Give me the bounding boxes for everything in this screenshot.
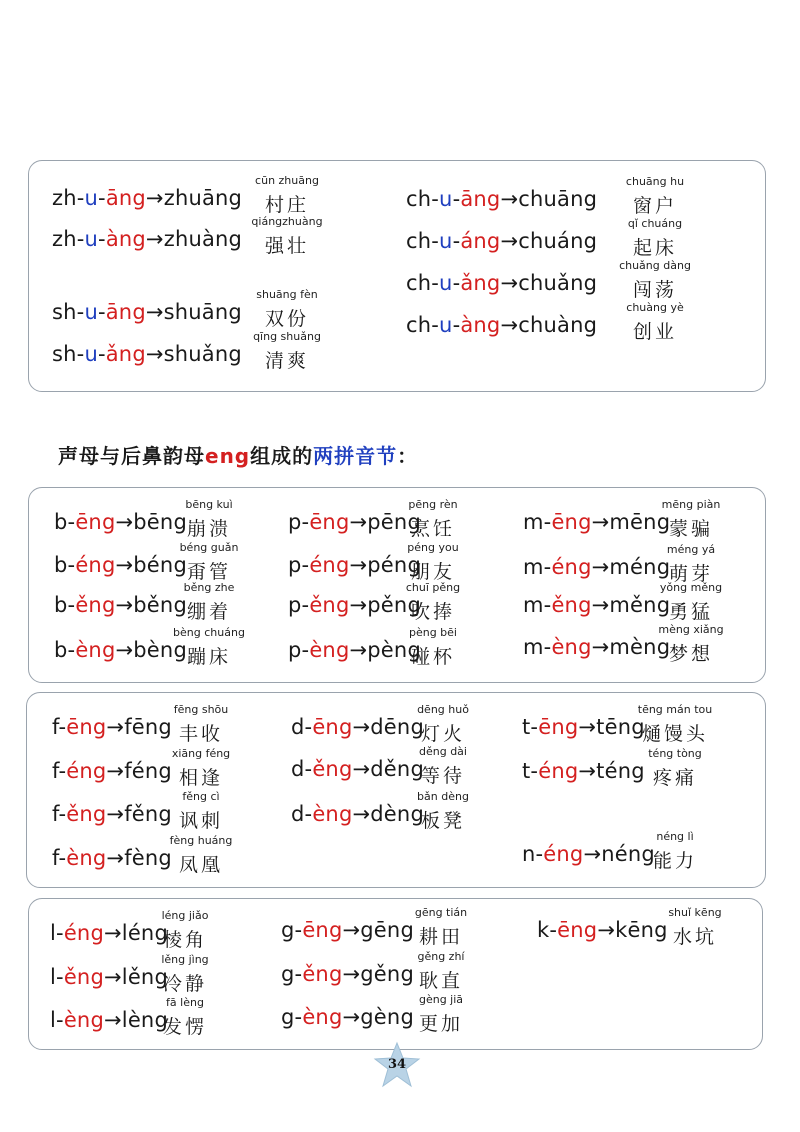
word-hanzi: 讽刺 — [178, 810, 223, 832]
formula-segment: →gěng — [342, 962, 414, 986]
word-pinyin: béng guǎn — [179, 541, 239, 554]
formula-segment: - — [452, 313, 461, 337]
final-segment: àng — [105, 227, 146, 251]
final-segment: ēng — [302, 918, 343, 942]
word-pinyin: néng lì — [656, 830, 694, 843]
title-blue: 两拼音节 — [313, 444, 398, 468]
final-segment: èng — [551, 635, 592, 659]
pinyin-formula — [52, 342, 242, 366]
final-segment: ěng — [75, 593, 116, 617]
formula-segment: - — [452, 187, 461, 211]
word-hanzi: 萌芽 — [668, 563, 713, 585]
final-segment: èng — [63, 1008, 104, 1032]
medial-segment: u — [84, 342, 98, 366]
formula-segment: m- — [523, 593, 552, 617]
word-pinyin: bēng kuì — [185, 498, 233, 511]
pinyin-formula — [523, 510, 670, 534]
formula-segment: b- — [54, 510, 76, 534]
word-hanzi: 疼痛 — [652, 767, 697, 789]
formula-segment: →bèng — [115, 638, 187, 662]
word-hanzi: 更加 — [418, 1013, 463, 1035]
formula-segment: f- — [52, 715, 67, 739]
pinyin-formula — [54, 553, 187, 577]
formula-segment: b- — [54, 593, 76, 617]
word-hanzi: 熥馒头 — [641, 723, 708, 745]
final-segment: éng — [309, 553, 350, 577]
word-hanzi: 发愣 — [162, 1016, 207, 1038]
word-pinyin: tēng mán tou — [637, 703, 713, 716]
word-hanzi: 能力 — [652, 850, 697, 872]
final-segment: éng — [63, 921, 104, 945]
word-pinyin: chuī pěng — [405, 581, 461, 594]
formula-segment: →chuáng — [500, 229, 598, 253]
pinyin-formula — [523, 593, 670, 617]
formula-segment: →béng — [115, 553, 187, 577]
final-segment: ǎng — [460, 271, 501, 295]
pinyin-formula — [52, 715, 172, 739]
pinyin-formula — [406, 313, 597, 337]
formula-segment: t- — [522, 759, 539, 783]
word-pinyin: qiángzhuàng — [251, 215, 323, 228]
final-segment: èng — [312, 802, 353, 826]
word-hanzi: 蒙骗 — [668, 518, 713, 540]
word-hanzi: 冷静 — [162, 973, 207, 995]
word-hanzi: 强壮 — [264, 235, 309, 257]
final-segment: ěng — [302, 962, 343, 986]
pinyin-formula — [52, 227, 242, 251]
word-hanzi: 耕田 — [418, 926, 463, 948]
formula-segment: sh- — [52, 342, 85, 366]
formula-segment: m- — [523, 555, 552, 579]
word-hanzi: 棱角 — [162, 929, 207, 951]
final-segment: èng — [66, 846, 107, 870]
word-hanzi: 丰收 — [178, 723, 223, 745]
word-pinyin: shuāng fèn — [256, 288, 318, 301]
word-pinyin: gěng zhí — [417, 950, 465, 963]
formula-segment: b- — [54, 638, 76, 662]
word-hanzi: 烹饪 — [410, 518, 455, 540]
formula-segment: →chuāng — [500, 187, 598, 211]
word-hanzi: 勇猛 — [668, 601, 713, 623]
final-segment: āng — [460, 187, 501, 211]
formula-segment: - — [452, 271, 461, 295]
formula-segment: →fèng — [106, 846, 172, 870]
word-pinyin: fēng shōu — [173, 703, 229, 716]
word-hanzi: 双份 — [264, 308, 309, 330]
formula-segment: zh- — [52, 227, 85, 251]
word-hanzi: 朋友 — [410, 561, 455, 583]
formula-segment: p- — [288, 593, 310, 617]
formula-segment: p- — [288, 553, 310, 577]
formula-segment: →mēng — [591, 510, 671, 534]
medial-segment: u — [84, 186, 99, 210]
formula-segment: f- — [52, 802, 67, 826]
word-pinyin: bèng chuáng — [173, 626, 245, 639]
page-number-badge — [372, 1040, 422, 1090]
final-segment: ēng — [75, 510, 116, 534]
formula-segment: d- — [291, 802, 313, 826]
formula-segment: →péng — [349, 553, 421, 577]
word-pinyin: dēng huǒ — [417, 703, 469, 716]
word-pinyin: pèng bēi — [408, 626, 457, 639]
word-hanzi: 碰杯 — [410, 646, 455, 668]
word-pinyin: fèng huáng — [169, 834, 233, 847]
formula-segment: t- — [522, 715, 539, 739]
formula-segment: →pēng — [349, 510, 421, 534]
word-pinyin: pēng rèn — [408, 498, 458, 511]
word-hanzi: 起床 — [632, 237, 677, 259]
word-hanzi: 板凳 — [420, 810, 465, 832]
word-pinyin: děng dài — [419, 745, 467, 758]
word-pinyin: yǒng měng — [659, 581, 723, 594]
word-pinyin: běng zhe — [183, 581, 235, 594]
word-pinyin: léng jiǎo — [161, 909, 209, 922]
final-segment: ēng — [551, 510, 592, 534]
formula-segment: →tēng — [578, 715, 645, 739]
pinyin-formula — [52, 186, 242, 210]
formula-segment: d- — [291, 757, 313, 781]
formula-segment: m- — [523, 510, 552, 534]
final-segment: éng — [538, 759, 579, 783]
final-segment: èng — [302, 1005, 343, 1029]
final-segment: ēng — [66, 715, 107, 739]
pinyin-formula — [406, 271, 597, 295]
final-segment: ěng — [312, 757, 353, 781]
formula-segment: g- — [281, 918, 303, 942]
word-hanzi: 闯荡 — [632, 279, 677, 301]
word-hanzi: 吹捧 — [410, 601, 455, 623]
word-hanzi: 蹦床 — [186, 646, 231, 668]
formula-segment: m- — [523, 635, 552, 659]
word-pinyin: gèng jiā — [418, 993, 464, 1006]
pinyin-formula — [406, 187, 597, 211]
final-segment: àng — [460, 313, 501, 337]
word-hanzi: 清爽 — [264, 350, 309, 372]
formula-segment: →běng — [115, 593, 187, 617]
pinyin-formula — [523, 555, 670, 579]
formula-segment: ch- — [406, 271, 440, 295]
pinyin-formula — [52, 846, 172, 870]
pinyin-formula — [54, 638, 187, 662]
pinyin-formula — [52, 759, 172, 783]
word-pinyin: gēng tián — [414, 906, 468, 919]
word-hanzi: 绷着 — [186, 601, 231, 623]
formula-segment: sh- — [52, 300, 85, 324]
formula-segment: →dēng — [352, 715, 424, 739]
final-segment: ěng — [309, 593, 350, 617]
formula-segment: →fēng — [106, 715, 172, 739]
word-hanzi: 等待 — [420, 765, 465, 787]
word-hanzi: 窗户 — [632, 195, 677, 217]
word-pinyin: chuāng hu — [625, 175, 685, 188]
pinyin-formula — [522, 715, 645, 739]
formula-segment: →bēng — [115, 510, 187, 534]
medial-segment: u — [84, 227, 99, 251]
final-segment: éng — [75, 553, 116, 577]
pinyin-formula — [281, 1005, 414, 1029]
formula-segment: - — [97, 300, 106, 324]
pinyin-formula — [523, 635, 670, 659]
formula-segment: →shuāng — [145, 300, 242, 324]
formula-segment: - — [452, 229, 461, 253]
word-pinyin: xiāng féng — [171, 747, 231, 760]
formula-segment: - — [97, 342, 106, 366]
formula-segment: l- — [50, 921, 64, 945]
formula-segment: →měng — [591, 593, 671, 617]
title-eng: eng — [205, 444, 251, 468]
pinyin-formula — [52, 300, 242, 324]
formula-segment: g- — [281, 1005, 303, 1029]
pinyin-formula — [54, 510, 187, 534]
formula-segment: →téng — [578, 759, 645, 783]
word-pinyin: méng yá — [666, 543, 716, 556]
formula-segment: →lèng — [103, 1008, 168, 1032]
formula-segment: l- — [50, 965, 64, 989]
formula-segment: →pěng — [349, 593, 421, 617]
final-segment: ēng — [557, 918, 598, 942]
word-pinyin: mèng xiǎng — [658, 623, 724, 636]
medial-segment: u — [439, 229, 453, 253]
formula-segment: d- — [291, 715, 313, 739]
formula-segment: →chuàng — [500, 313, 598, 337]
formula-segment: →zhuàng — [145, 227, 243, 251]
word-pinyin: mēng piàn — [661, 498, 721, 511]
final-segment: ěng — [63, 965, 104, 989]
formula-segment: f- — [52, 759, 67, 783]
formula-segment: l- — [50, 1008, 64, 1032]
word-pinyin: fā lèng — [166, 996, 204, 1009]
final-segment: ēng — [538, 715, 579, 739]
formula-segment: - — [98, 227, 106, 251]
formula-segment: p- — [288, 510, 310, 534]
formula-segment: p- — [288, 638, 310, 662]
formula-segment: k- — [537, 918, 558, 942]
final-segment: éng — [66, 759, 107, 783]
pinyin-formula — [281, 962, 414, 986]
formula-segment: ch- — [406, 229, 440, 253]
word-pinyin: cūn zhuāng — [255, 174, 319, 187]
medial-segment: u — [439, 313, 453, 337]
final-segment: áng — [460, 229, 501, 253]
pinyin-formula — [537, 918, 668, 942]
formula-segment: →méng — [591, 555, 671, 579]
formula-segment: →gēng — [342, 918, 414, 942]
word-hanzi: 创业 — [632, 321, 677, 343]
pinyin-formula — [54, 593, 187, 617]
final-segment: ēng — [309, 510, 350, 534]
formula-segment: →pèng — [349, 638, 421, 662]
pinyin-formula — [406, 229, 597, 253]
pinyin-formula — [281, 918, 414, 942]
word-pinyin: chuǎng dàng — [619, 259, 691, 272]
final-segment: éng — [543, 842, 584, 866]
final-segment: ěng — [551, 593, 592, 617]
final-segment: āng — [105, 300, 146, 324]
word-pinyin: lěng jìng — [161, 953, 209, 966]
word-hanzi: 水坑 — [672, 926, 717, 948]
word-hanzi: 村庄 — [264, 194, 309, 216]
page-number: 34 — [387, 1057, 407, 1072]
word-hanzi: 甭管 — [186, 561, 231, 583]
formula-segment: →féng — [106, 759, 172, 783]
word-pinyin: téng tòng — [648, 747, 702, 760]
word-pinyin: qǐ chuáng — [627, 217, 683, 230]
word-pinyin: bǎn dèng — [417, 790, 469, 803]
formula-segment: →gèng — [342, 1005, 414, 1029]
formula-segment: n- — [522, 842, 544, 866]
word-pinyin: shuǐ kēng — [668, 906, 722, 919]
formula-segment: →mèng — [591, 635, 671, 659]
medial-segment: u — [439, 271, 453, 295]
formula-segment: →zhuāng — [145, 186, 243, 210]
word-hanzi: 凤凰 — [178, 854, 223, 876]
formula-segment: ch- — [406, 313, 440, 337]
final-segment: ēng — [312, 715, 353, 739]
formula-segment: →děng — [352, 757, 424, 781]
title-colon: ： — [397, 444, 419, 468]
word-hanzi: 灯火 — [420, 723, 465, 745]
formula-segment: →léng — [103, 921, 168, 945]
formula-segment: →shuǎng — [145, 342, 242, 366]
word-hanzi: 相逢 — [178, 767, 223, 789]
word-hanzi: 梦想 — [668, 643, 713, 665]
word-pinyin: qīng shuǎng — [253, 330, 321, 343]
final-segment: ěng — [66, 802, 107, 826]
word-hanzi: 耿直 — [418, 970, 463, 992]
pinyin-formula — [52, 802, 172, 826]
final-segment: èng — [309, 638, 350, 662]
formula-segment: g- — [281, 962, 303, 986]
word-pinyin: fěng cì — [182, 790, 220, 803]
final-segment: éng — [551, 555, 592, 579]
formula-segment: b- — [54, 553, 76, 577]
word-pinyin: chuàng yè — [626, 301, 684, 314]
word-hanzi: 崩溃 — [186, 518, 231, 540]
pinyin-formula — [522, 759, 645, 783]
formula-segment: ch- — [406, 187, 440, 211]
section-title — [58, 440, 418, 469]
final-segment: āng — [105, 186, 146, 210]
title-pre: 声母与后鼻韵母 — [58, 444, 205, 468]
medial-segment: u — [439, 187, 453, 211]
formula-segment: →fěng — [106, 802, 172, 826]
word-pinyin: péng you — [407, 541, 459, 554]
medial-segment: u — [84, 300, 98, 324]
formula-segment: zh- — [52, 186, 85, 210]
formula-segment: f- — [52, 846, 67, 870]
formula-segment: →dèng — [352, 802, 424, 826]
final-segment: èng — [75, 638, 116, 662]
title-mid: 组成的 — [250, 444, 314, 468]
formula-segment: →kēng — [597, 918, 668, 942]
formula-segment: →chuǎng — [500, 271, 598, 295]
formula-segment: - — [98, 186, 106, 210]
formula-segment: →néng — [583, 842, 655, 866]
final-segment: ǎng — [105, 342, 146, 366]
formula-segment: →lěng — [103, 965, 168, 989]
